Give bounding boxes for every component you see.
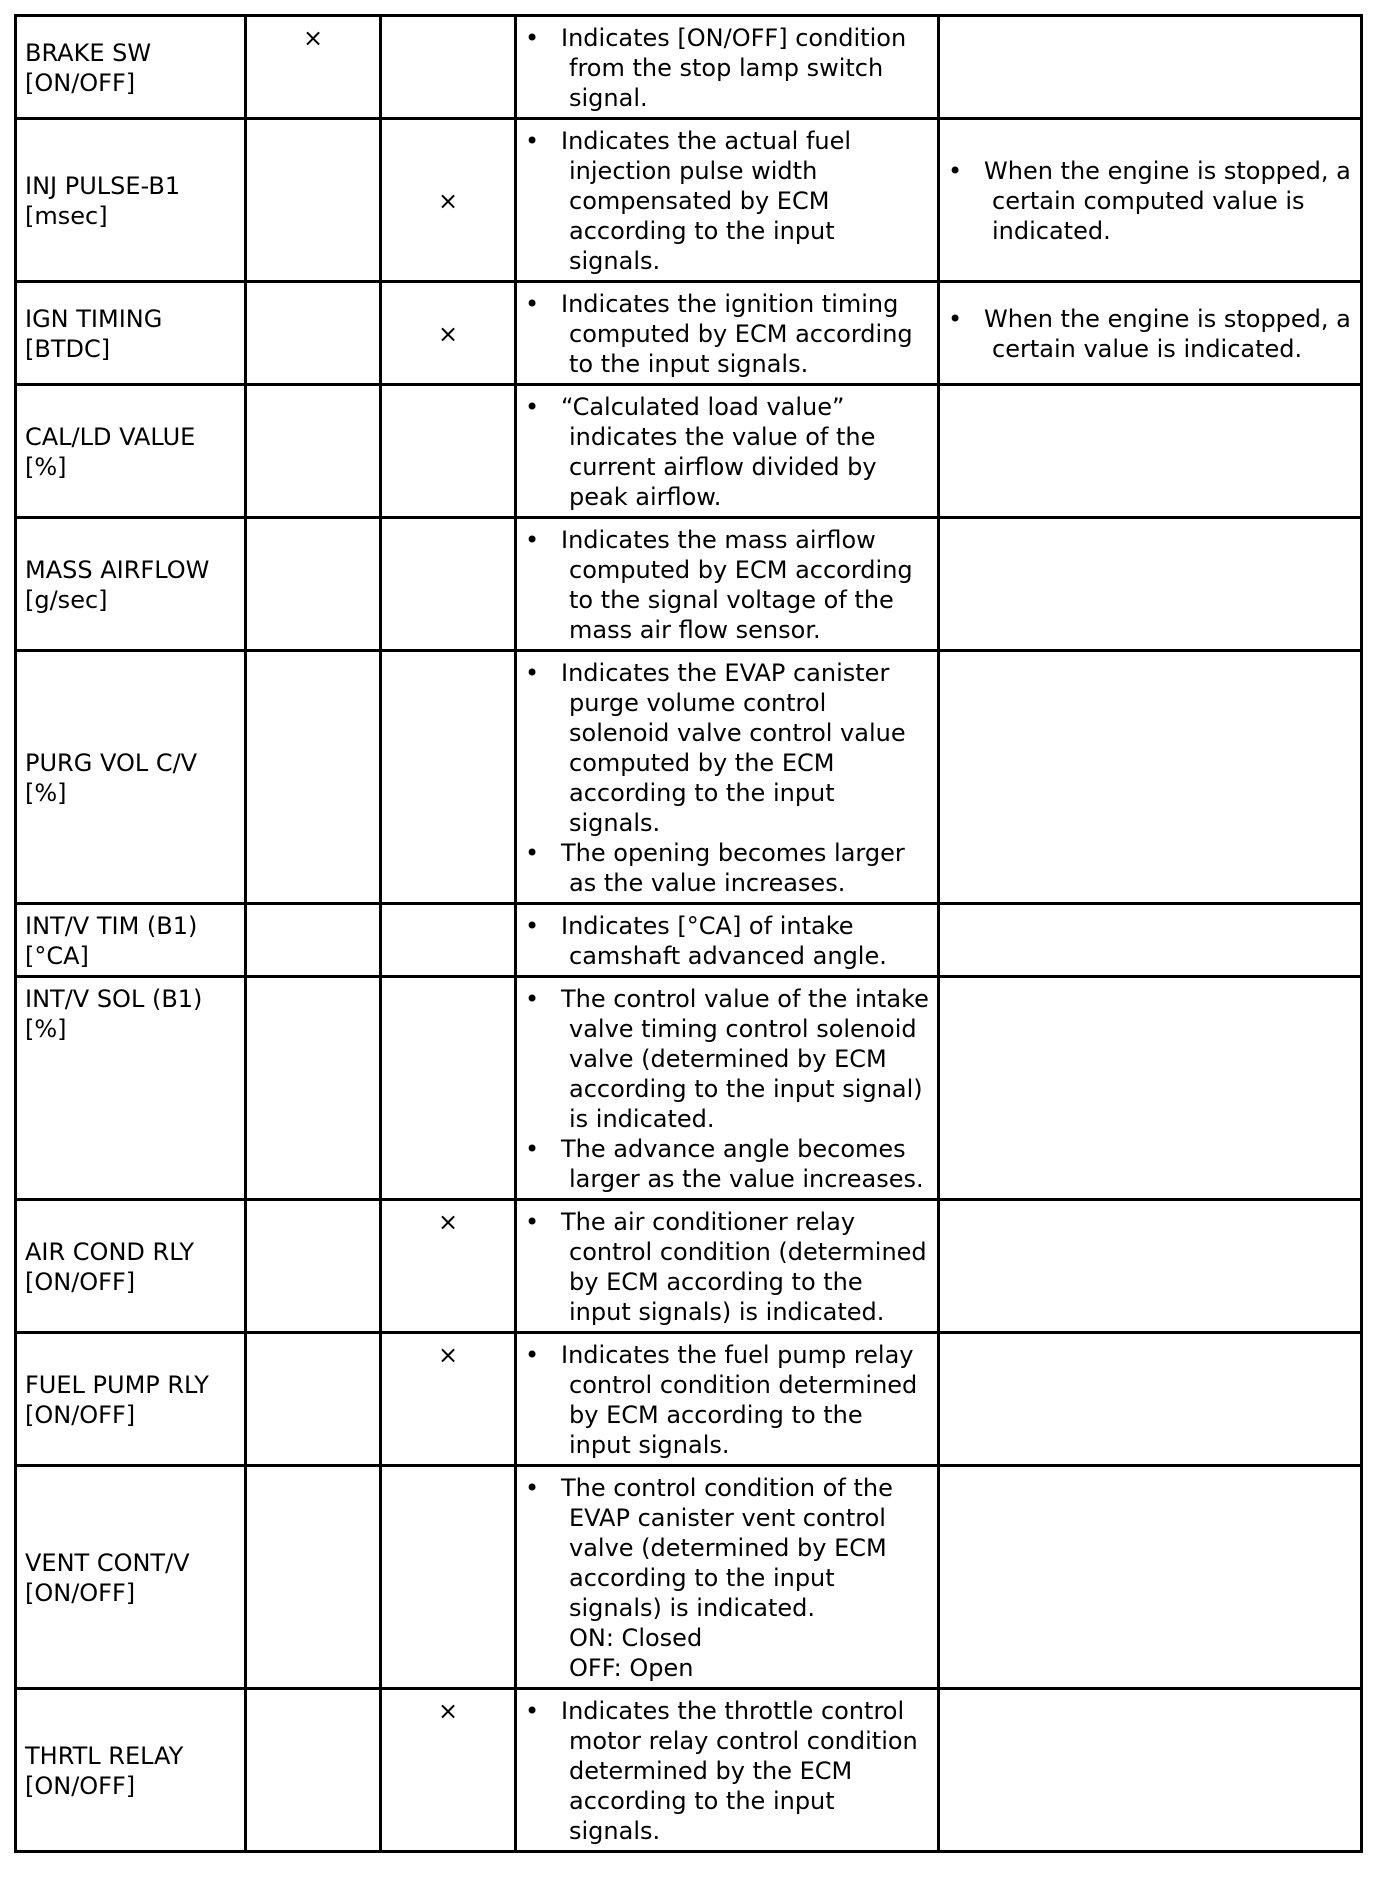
check-mark-cell-2: [381, 1689, 516, 1852]
table-row: [16, 1333, 1362, 1466]
table-row: [16, 518, 1362, 651]
remarks-cell: [939, 904, 1362, 977]
check-mark: ×: [437, 1208, 459, 1236]
check-mark-cell-2: [381, 1200, 516, 1333]
description-list: [525, 23, 929, 113]
description-item: • The control value of the intake valve timing control solenoid valve (determined by ECM according to the input signal) is indicated.: [525, 984, 929, 1134]
description-cell: [516, 1333, 939, 1466]
remarks-cell: [939, 1689, 1362, 1852]
remarks-cell: [939, 518, 1362, 651]
description-item: • Indicates the EVAP canister purge volume control solenoid valve control value computed by the ECM according to the input signals.: [525, 658, 929, 838]
monitor-item-cell: [16, 1689, 246, 1852]
description-item: • Indicates [°CA] of intake camshaft advanced angle.: [525, 911, 929, 971]
monitor-item-cell: [16, 518, 246, 651]
description-item: • “Calculated load value” indicates the value of the current airflow divided by peak airflow.: [525, 392, 929, 512]
check-mark-cell-1: [246, 518, 381, 651]
table-row: [16, 119, 1362, 282]
monitor-item-cell: [16, 282, 246, 385]
table-row: [16, 1466, 1362, 1689]
description-list: [525, 289, 929, 379]
monitor-item-cell: [16, 904, 246, 977]
description-cell: [516, 904, 939, 977]
check-mark: ×: [437, 1341, 459, 1369]
description-item: • Indicates the mass airflow computed by ECM according to the signal voltage of the mass air flow sensor.: [525, 525, 929, 645]
description-note: OFF: Open: [569, 1654, 694, 1682]
check-mark-cell-1: [246, 119, 381, 282]
description-cell: [516, 1200, 939, 1333]
monitor-item-name: INT/V SOL (B1): [25, 985, 203, 1013]
monitor-item-unit: [ON/OFF]: [25, 1268, 136, 1296]
monitor-item-name: PURG VOL C/V: [25, 749, 198, 777]
check-mark-cell-1: [246, 904, 381, 977]
monitor-item-unit: [%]: [25, 779, 67, 807]
remarks-cell: [939, 1200, 1362, 1333]
monitor-item-unit: [g/sec]: [25, 586, 108, 614]
remarks-cell: [939, 119, 1362, 282]
description-item: • The advance angle becomes larger as the value increases.: [525, 1134, 929, 1194]
monitor-item-unit: [ON/OFF]: [25, 1579, 136, 1607]
description-item: • Indicates [ON/OFF] condition from the stop lamp switch signal.: [525, 23, 929, 113]
monitor-item-name: CAL/LD VALUE: [25, 423, 196, 451]
check-mark: ×: [437, 187, 459, 215]
check-mark-cell-2: [381, 282, 516, 385]
check-mark-cell-2: [381, 16, 516, 119]
check-mark-cell-1: [246, 977, 381, 1200]
remarks-cell: [939, 651, 1362, 904]
check-mark-cell-1: [246, 16, 381, 119]
description-cell: [516, 385, 939, 518]
check-mark: ×: [437, 320, 459, 348]
table-row: [16, 282, 1362, 385]
description-cell: [516, 518, 939, 651]
description-item: • The control condition of the EVAP canister vent control valve (determined by ECM according to the input signals) is indicated.: [525, 1473, 929, 1623]
remarks-list: [948, 304, 1352, 364]
check-mark-cell-1: [246, 385, 381, 518]
description-list: [525, 1473, 929, 1623]
description-cell: [516, 1466, 939, 1689]
description-list: [525, 392, 929, 512]
monitor-item-name: IGN TIMING: [25, 305, 163, 333]
check-mark-cell-2: [381, 1333, 516, 1466]
check-mark-cell-2: [381, 1466, 516, 1689]
check-mark-cell-2: [381, 977, 516, 1200]
check-mark-cell-2: [381, 904, 516, 977]
description-list: [525, 1696, 929, 1846]
monitor-item-cell: [16, 1200, 246, 1333]
remarks-cell: [939, 16, 1362, 119]
remarks-list: [948, 156, 1352, 246]
description-item: • Indicates the actual fuel injection pulse width compensated by ECM according to the input signals.: [525, 126, 929, 276]
monitor-item-unit: [msec]: [25, 202, 108, 230]
monitor-item-unit: [ON/OFF]: [25, 1772, 136, 1800]
monitor-item-name: VENT CONT/V: [25, 1549, 190, 1577]
table-body: [16, 16, 1362, 1852]
monitor-item-name: AIR COND RLY: [25, 1238, 195, 1266]
description-list: [525, 525, 929, 645]
description-cell: [516, 16, 939, 119]
remarks-cell: [939, 385, 1362, 518]
remark-item: • When the engine is stopped, a certain value is indicated.: [948, 304, 1352, 364]
description-cell: [516, 119, 939, 282]
description-cell: [516, 282, 939, 385]
check-mark-cell-1: [246, 651, 381, 904]
description-cell: [516, 1689, 939, 1852]
description-note: ON: Closed: [569, 1624, 703, 1652]
monitor-item-unit: [°CA]: [25, 942, 89, 970]
remarks-cell: [939, 1333, 1362, 1466]
monitor-item-name: INJ PULSE-B1: [25, 172, 181, 200]
check-mark-cell-2: [381, 119, 516, 282]
monitor-item-name: BRAKE SW: [25, 39, 152, 67]
monitor-item-cell: [16, 651, 246, 904]
monitor-item-cell: [16, 16, 246, 119]
table-row: [16, 977, 1362, 1200]
monitor-item-unit: [%]: [25, 1015, 67, 1043]
remarks-cell: [939, 282, 1362, 385]
monitor-item-cell: [16, 977, 246, 1200]
monitor-item-cell: [16, 1466, 246, 1689]
description-item: • The air conditioner relay control condition (determined by ECM according to the input signals) is indicated.: [525, 1207, 929, 1327]
monitor-item-name: FUEL PUMP RLY: [25, 1371, 209, 1399]
monitor-item-cell: [16, 1333, 246, 1466]
monitor-item-name: THRTL RELAY: [25, 1742, 184, 1770]
table-row: [16, 16, 1362, 119]
monitor-item-name: MASS AIRFLOW: [25, 556, 210, 584]
check-mark: ×: [302, 24, 324, 52]
data-monitor-table: [14, 14, 1363, 1853]
monitor-item-unit: [BTDC]: [25, 335, 111, 363]
table-row: [16, 651, 1362, 904]
description-list: [525, 126, 929, 276]
monitor-item-cell: [16, 385, 246, 518]
description-item: • The opening becomes larger as the value increases.: [525, 838, 929, 898]
monitor-item-unit: [ON/OFF]: [25, 1401, 136, 1429]
description-item: • Indicates the throttle control motor relay control condition determined by the ECM according to the input signals.: [525, 1696, 929, 1846]
description-list: [525, 911, 929, 971]
description-item: • Indicates the fuel pump relay control condition determined by ECM according to the input signals.: [525, 1340, 929, 1460]
monitor-item-name: INT/V TIM (B1): [25, 912, 198, 940]
check-mark-cell-2: [381, 651, 516, 904]
check-mark-cell-1: [246, 282, 381, 385]
remarks-cell: [939, 1466, 1362, 1689]
monitor-item-unit: [%]: [25, 453, 67, 481]
check-mark-cell-2: [381, 518, 516, 651]
table-row: [16, 1200, 1362, 1333]
description-cell: [516, 651, 939, 904]
table-row: [16, 385, 1362, 518]
check-mark-cell-2: [381, 385, 516, 518]
check-mark-cell-1: [246, 1200, 381, 1333]
monitor-item-unit: [ON/OFF]: [25, 69, 136, 97]
check-mark: ×: [437, 1697, 459, 1725]
description-cell: [516, 977, 939, 1200]
description-list: [525, 1207, 929, 1327]
check-mark-cell-1: [246, 1333, 381, 1466]
description-list: [525, 658, 929, 898]
table-row: [16, 1689, 1362, 1852]
description-list: [525, 984, 929, 1194]
check-mark-cell-1: [246, 1466, 381, 1689]
check-mark-cell-1: [246, 1689, 381, 1852]
remark-item: • When the engine is stopped, a certain computed value is indicated.: [948, 156, 1352, 246]
description-item: • Indicates the ignition timing computed by ECM according to the input signals.: [525, 289, 929, 379]
description-list: [525, 1340, 929, 1460]
remarks-cell: [939, 977, 1362, 1200]
table-row: [16, 904, 1362, 977]
monitor-item-cell: [16, 119, 246, 282]
